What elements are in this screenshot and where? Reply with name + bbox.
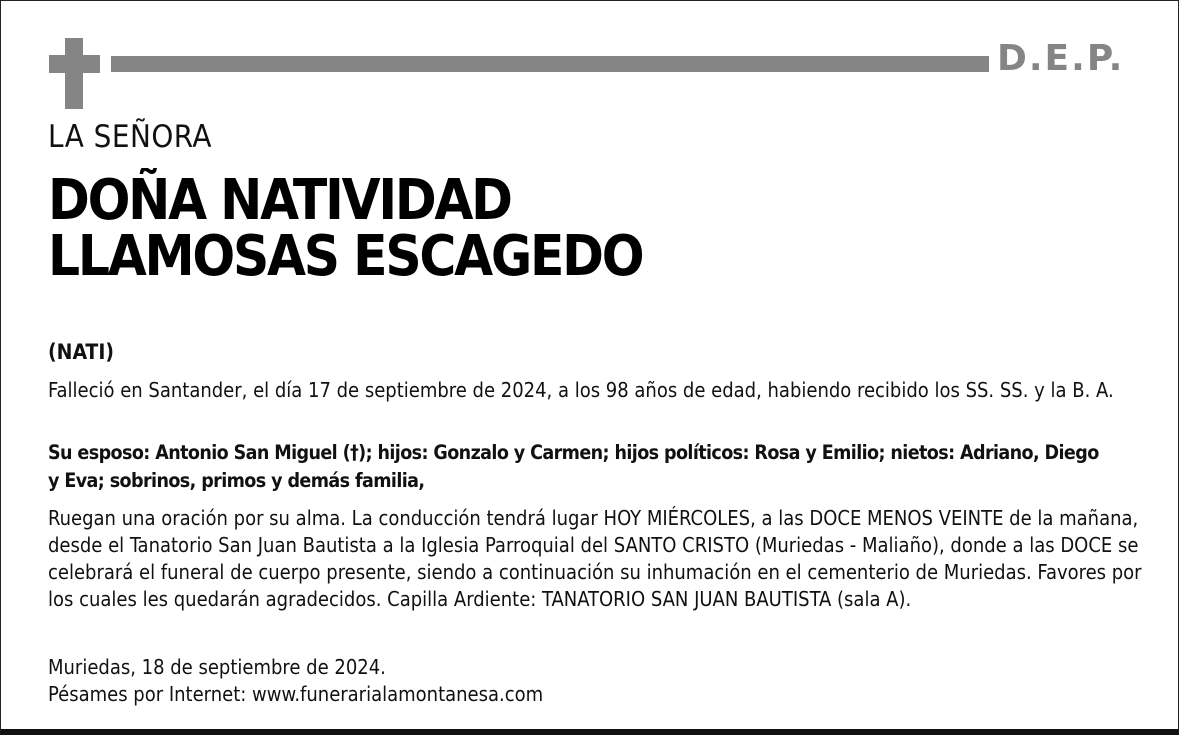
condolences-line: Pésames por Internet: www.funerarialamontanesa.com [48,682,544,706]
header-rule [111,56,989,72]
service-paragraph: Ruegan una oración por su alma. La conducción tendrá lugar HOY MIÉRCOLES, a las DOCE MENOS VEINTE de la mañana, desde el Tanatorio San Juan Bautista a la Iglesia Parroquial del SANTO CRISTO (Muriedas - Maliaño), donde a las DOCE se celebrará el funeral de cuerpo presente, siendo a continuación su inhumación en el cementerio de Muriedas. Favores por los cuales les quedarán agradecidos. Capilla Ardiente: TANATORIO SAN JUAN BAUTISTA (sala A). [48,506,1142,611]
closing-block [48,654,748,708]
cross-vertical-bar [65,38,83,109]
deceased-name-line1: DOÑA NATIVIDAD [48,168,511,233]
death-paragraph: Falleció en Santander, el día 17 de septiembre de 2024, a los 98 años de edad, habiendo recibido los SS. SS. y la B. A. [48,378,1114,402]
cross-horizontal-bar [49,55,100,73]
family-paragraph: Su esposo: Antonio San Miguel (†); hijos: Gonzalo y Carmen; hijos políticos: Rosa y Emilio; nietos: Adriano, Diego y Eva; sobrinos, primos y demás familia, [48,441,1099,492]
honorific: LA SEÑORA [48,119,212,155]
place-date: Muriedas, 18 de septiembre de 2024. [48,655,386,679]
dep-label: D.E.P. [997,38,1125,79]
deceased-name-line2: LLAMOSAS ESCAGEDO [48,224,643,289]
nickname: (NATI) [48,340,114,364]
